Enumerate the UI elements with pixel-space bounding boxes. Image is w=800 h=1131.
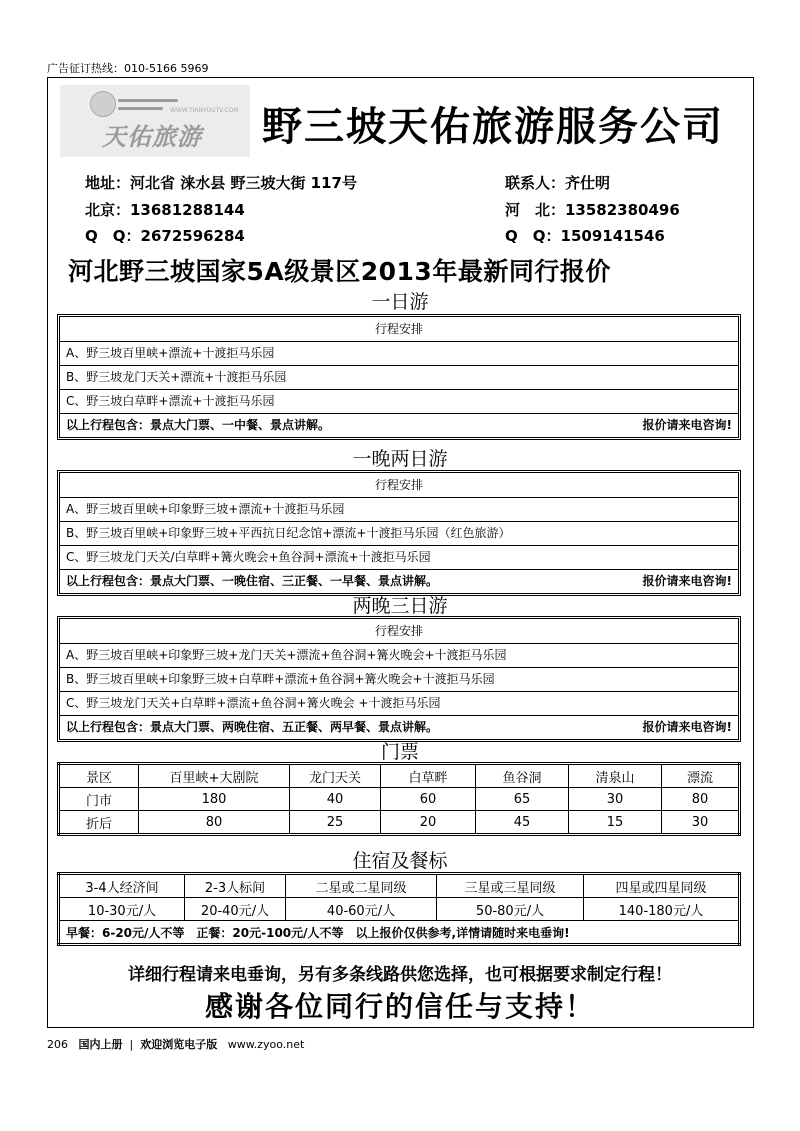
price-note: 报价请来电咨询! [642,574,732,588]
itinerary-footer [60,414,738,437]
table-cell: 180 [139,788,290,811]
itinerary-header: 行程安排 [60,473,738,498]
sun-ray-icon [118,99,178,102]
section-title-lodging: 住宿及餐标 [352,850,448,872]
page-number: 206 [47,1038,68,1051]
includes-note: 以上行程包含：景点大门票、一晚住宿、三正餐、一早餐、景点讲解。 [66,574,439,588]
table-cell: 80 [662,788,740,811]
table-header-cell: 3-4人经济间 [59,874,185,898]
table-header-cell: 漂流 [662,764,740,788]
hebei-phone: 河 北：13582380496 [505,201,680,219]
table-row [59,811,740,835]
contact-person: 联系人：齐仕明 [505,174,611,192]
table-cell: 20-40元/人 [185,898,286,921]
table-header-cell: 清泉山 [569,764,662,788]
company-logo [60,85,250,157]
table-header-row [59,764,740,788]
table-header-cell: 白草畔 [381,764,476,788]
table-cell: 45 [476,811,569,835]
itinerary-row: B、野三坡龙门天关+漂流+十渡拒马乐园 [60,366,738,390]
table-header-cell: 龙门天关 [290,764,381,788]
itinerary-footer [60,716,738,739]
itinerary-row: C、野三坡龙门天关/白草畔+篝火晚会+鱼谷洞+漂流+十渡拒马乐园 [60,546,738,570]
itinerary-row: B、野三坡百里峡+印象野三坡+平西抗日纪念馆+漂流+十渡拒马乐园（红色旅游） [60,522,738,546]
itinerary-row: A、野三坡百里峡+印象野三坡+漂流+十渡拒马乐园 [60,498,738,522]
qq-2: Q Q：1509141546 [505,227,665,245]
footer-section: 国内上册 [78,1038,123,1051]
table-row [59,921,740,945]
table-row [59,898,740,921]
table-row [59,788,740,811]
closing-note: 详细行程请来电垂询，另有多条线路供您选择，也可根据要求制定行程！ [128,965,672,985]
headline: 河北野三坡国家5A级景区2013年最新同行报价 [68,257,611,286]
table-header-cell: 2-3人标间 [185,874,286,898]
table-header-cell: 百里峡+大剧院 [139,764,290,788]
sun-icon [90,91,116,117]
itinerary-row: A、野三坡百里峡+漂流+十渡拒马乐园 [60,342,738,366]
table-cell: 60 [381,788,476,811]
footer-divider: | [126,1038,137,1051]
table-cell: 20 [381,811,476,835]
lodging-table [57,872,741,946]
table-cell: 30 [569,788,662,811]
table-header-row [59,874,740,898]
table-cell: 65 [476,788,569,811]
table-cell: 40-60元/人 [286,898,437,921]
logo-url: WWW.TIANYOUTV.COM [170,107,239,114]
closing-thanks: 感谢各位同行的信任与支持！ [204,990,595,1023]
itinerary-header: 行程安排 [60,619,738,644]
table-cell: 30 [662,811,740,835]
price-note: 报价请来电咨询! [642,418,732,432]
address: 地址：河北省 涞水县 野三坡大街 117号 [85,174,357,192]
section-title-tickets: 门票 [380,741,419,763]
table-cell: 15 [569,811,662,835]
itinerary-box-one-day [57,314,741,440]
logo-brand: 天佑旅游 [102,123,202,151]
table-cell: 80 [139,811,290,835]
table-header-cell: 三星或三星同级 [437,874,584,898]
table-cell: 门市 [59,788,139,811]
table-cell: 40 [290,788,381,811]
table-cell: 折后 [59,811,139,835]
meals-note: 早餐：6-20元/人不等 正餐：20元-100元/人不等 以上报价仅供参考,详情请随时来电垂询! [59,921,740,945]
itinerary-footer [60,570,738,593]
table-header-cell: 鱼谷洞 [476,764,569,788]
includes-note: 以上行程包含：景点大门票、一中餐、景点讲解。 [66,418,331,432]
table-cell: 10-30元/人 [59,898,185,921]
table-header-cell: 景区 [59,764,139,788]
section-title-two-day: 一晚两日游 [352,448,448,470]
itinerary-row: C、野三坡白草畔+漂流+十渡拒马乐园 [60,390,738,414]
section-title-three-day: 两晚三日游 [352,595,448,617]
itinerary-row: C、野三坡龙门天关+白草畔+漂流+鱼谷洞+篝火晚会 +十渡拒马乐园 [60,692,738,716]
footer-url[interactable]: www.zyoo.net [227,1038,305,1051]
table-cell: 50-80元/人 [437,898,584,921]
itinerary-box-three-day [57,616,741,742]
section-title-one-day: 一日游 [371,291,429,313]
sun-ray-icon [118,107,163,110]
qq-1: Q Q：2672596284 [85,227,245,245]
table-cell: 25 [290,811,381,835]
ad-hotline: 广告征订热线：010-5166 5969 [47,62,209,75]
itinerary-row: B、野三坡百里峡+印象野三坡+白草畔+漂流+鱼谷洞+篝火晚会+十渡拒马乐园 [60,668,738,692]
ticket-table [57,762,741,836]
itinerary-header: 行程安排 [60,317,738,342]
company-name: 野三坡天佑旅游服务公司 [262,104,724,150]
itinerary-row: A、野三坡百里峡+印象野三坡+龙门天关+漂流+鱼谷洞+篝火晚会+十渡拒马乐园 [60,644,738,668]
beijing-phone: 北京：13681288144 [85,201,245,219]
page-footer [47,1036,304,1052]
includes-note: 以上行程包含：景点大门票、两晚住宿、五正餐、两早餐、景点讲解。 [66,720,439,734]
footer-text: 欢迎浏览电子版 [140,1038,218,1051]
price-note: 报价请来电咨询! [642,720,732,734]
table-header-cell: 四星或四星同级 [584,874,740,898]
itinerary-box-two-day [57,470,741,596]
table-cell: 140-180元/人 [584,898,740,921]
table-header-cell: 二星或二星同级 [286,874,437,898]
